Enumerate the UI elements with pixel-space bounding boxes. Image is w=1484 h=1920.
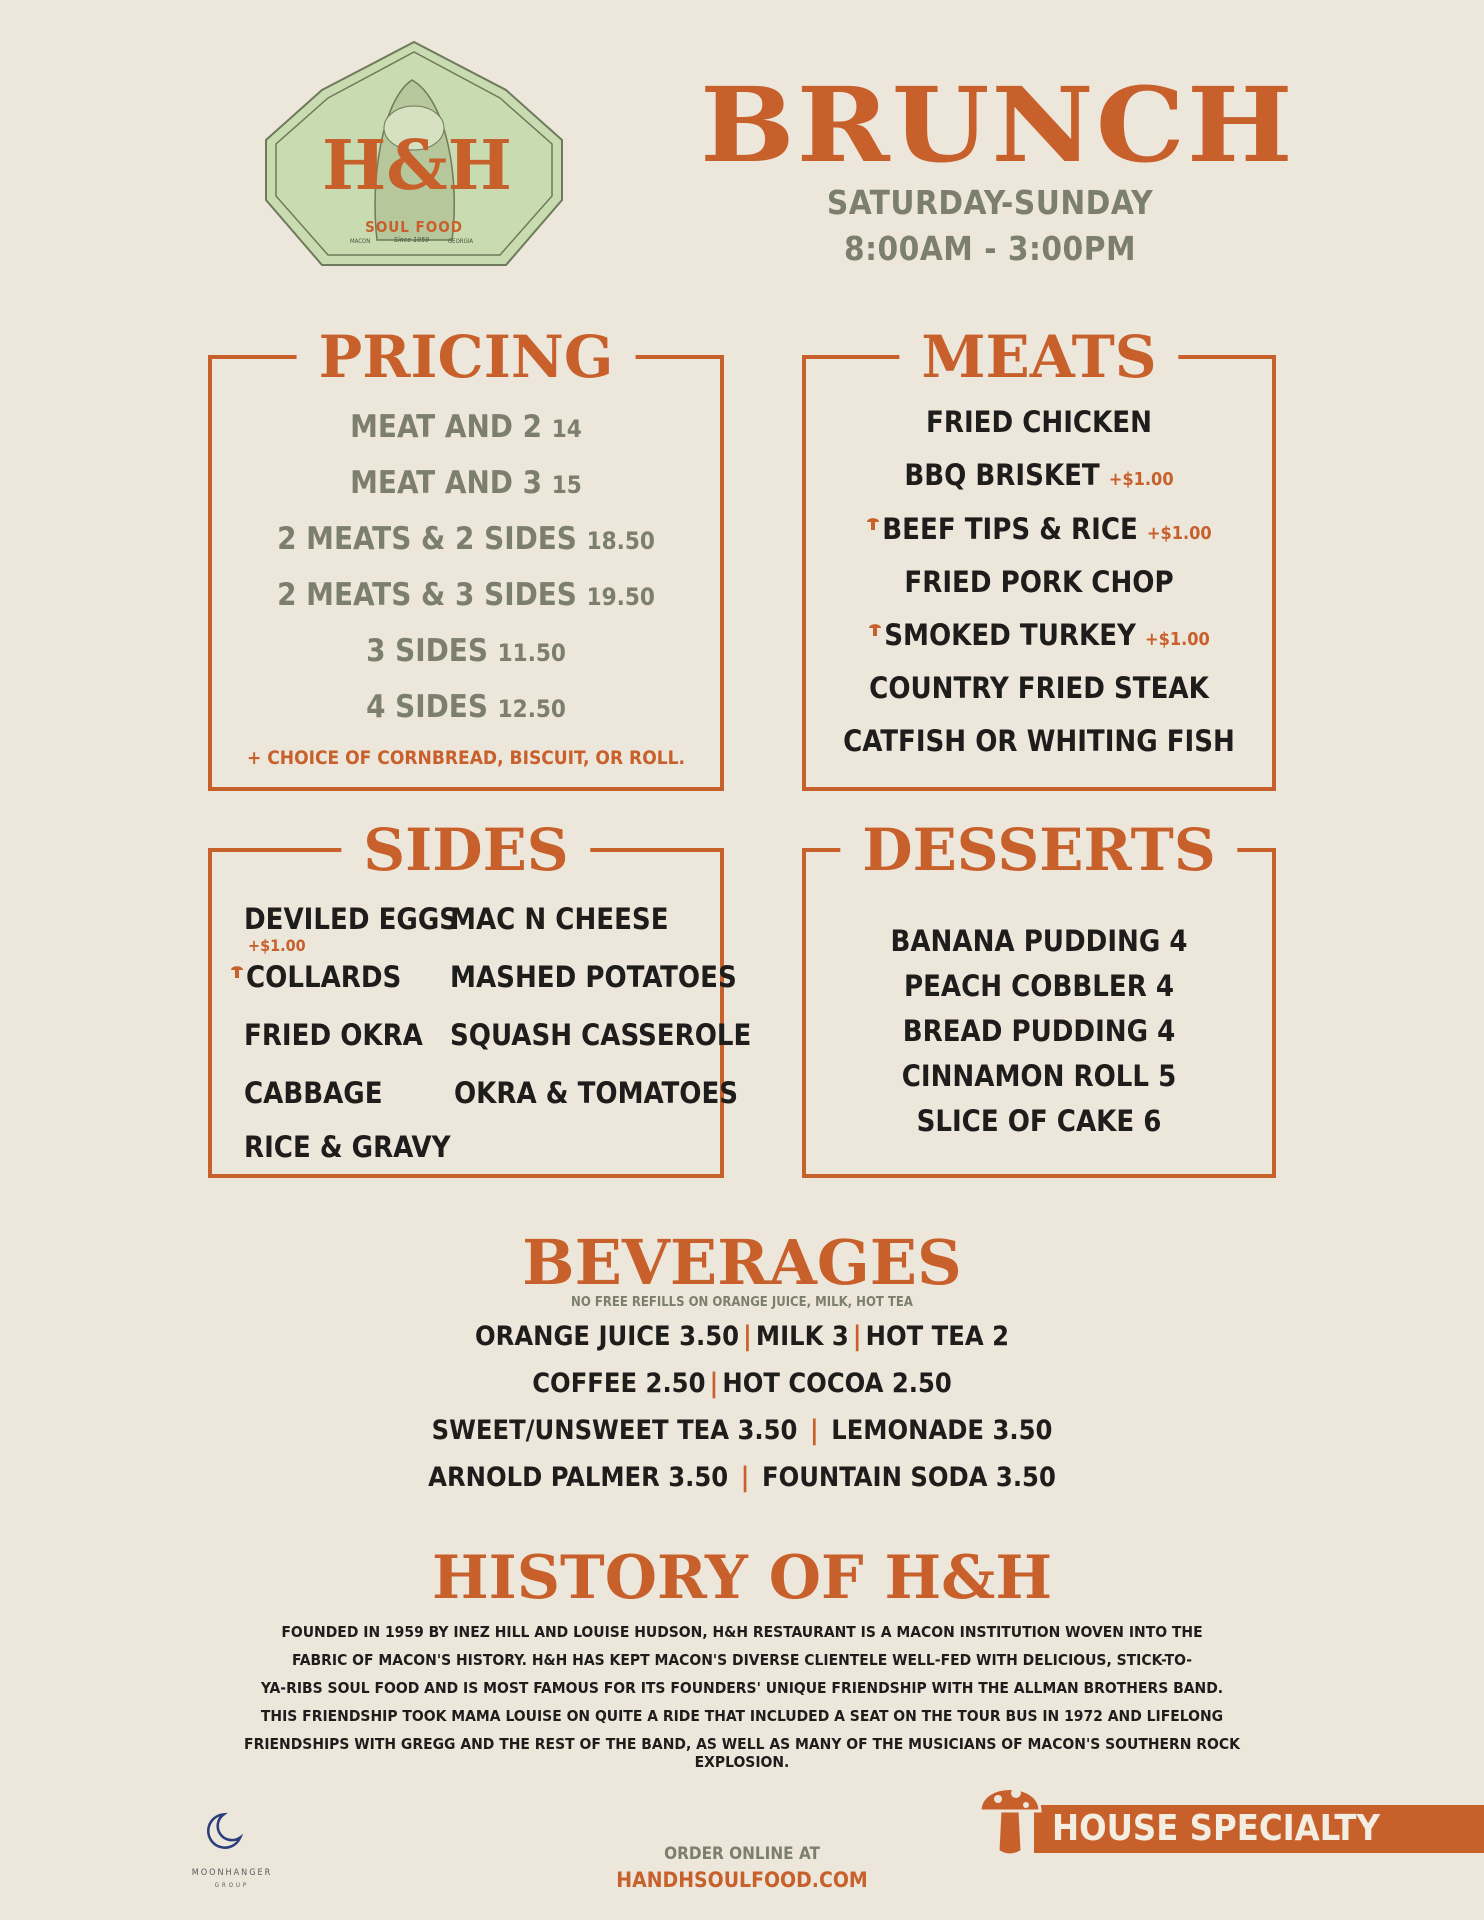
side-item: MASHED POTATOES — [450, 960, 737, 994]
desserts-title: DESSERTS — [840, 814, 1237, 887]
mushroom-icon — [866, 515, 880, 531]
dessert-item: BREAD PUDDING 4 — [902, 1014, 1176, 1048]
logo-since: Since 1959 — [394, 236, 430, 244]
history-line: THIS FRIENDSHIP TOOK MAMA LOUISE ON QUITE A RIDE THAT INCLUDED A SEAT ON THE TOUR BUS IN 1972 AND LIFELONG — [260, 1707, 1224, 1725]
pricing-item: MEAT AND 3 15 — [350, 465, 582, 501]
beverage-row: ARNOLD PALMER 3.50 | FOUNTAIN SODA 3.50 — [428, 1462, 1056, 1493]
logo-sub-text: SOUL FOOD — [365, 218, 463, 236]
order-online-label: ORDER ONLINE AT — [664, 1844, 820, 1864]
meat-item: FRIED CHICKEN — [926, 405, 1152, 439]
beverage-row: SWEET/UNSWEET TEA 3.50 | LEMONADE 3.50 — [431, 1415, 1053, 1446]
side-item: RICE & GRAVY — [244, 1130, 451, 1164]
history-line: YA-RIBS SOUL FOOD AND IS MOST FAMOUS FOR ITS FOUNDERS' UNIQUE FRIENDSHIP WITH THE ALLMAN BROTHERS BAND. — [260, 1679, 1224, 1697]
meat-item: FRIED PORK CHOP — [904, 565, 1174, 599]
logo-state: GEORGIA — [448, 238, 474, 245]
pricing-item: 2 MEATS & 2 SIDES 18.50 — [277, 521, 655, 557]
pricing-item: 2 MEATS & 3 SIDES 19.50 — [277, 577, 655, 613]
pricing-item: MEAT AND 2 14 — [350, 409, 582, 445]
meat-item: COUNTRY FRIED STEAK — [869, 671, 1209, 705]
dessert-item: PEACH COBBLER 4 — [903, 969, 1175, 1003]
house-specialty-label: HOUSE SPECIALTY — [1052, 1808, 1380, 1849]
side-item: SQUASH CASSEROLE — [450, 1018, 752, 1052]
meat-item: BEEF TIPS & RICE +$1.00 — [802, 512, 1276, 546]
pricing-note: + CHOICE OF CORNBREAD, BISCUIT, OR ROLL. — [246, 747, 686, 769]
meats-title: MEATS — [899, 321, 1178, 394]
history-title: HISTORY OF H&H — [431, 1543, 1053, 1613]
history-line: FRIENDSHIPS WITH GREGG AND THE REST OF THE BAND, AS WELL AS MANY OF THE MUSICIANS OF MACON'S SOUTHERN ROCK EXPLOSION. — [244, 1735, 1240, 1771]
side-item: MAC N CHEESE — [450, 902, 669, 936]
logo-main-text: H&H — [322, 126, 512, 206]
dessert-item: SLICE OF CAKE 6 — [916, 1104, 1162, 1138]
side-item: COLLARDS — [230, 960, 401, 994]
dessert-item: CINNAMON ROLL 5 — [901, 1059, 1177, 1093]
side-upcharge: +$1.00 — [248, 936, 306, 955]
mushroom-icon — [976, 1775, 1044, 1859]
moon-logo-icon — [198, 1808, 262, 1872]
pricing-section — [208, 323, 724, 791]
page-title: BRUNCH — [700, 65, 1295, 186]
meats-section — [802, 323, 1276, 791]
history-line: FOUNDED IN 1959 BY INEZ HILL AND LOUISE HUDSON, H&H RESTAURANT IS A MACON INSTITUTION WOVEN INTO THE — [281, 1623, 1203, 1641]
history-line: FABRIC OF MACON'S HISTORY. H&H HAS KEPT MACON'S DIVERSE CLIENTELE WELL-FED WITH DELICIOUS, STICK-TO- — [291, 1651, 1193, 1669]
desserts-section — [802, 816, 1276, 1178]
side-item: CABBAGE — [244, 1076, 383, 1110]
dessert-item: BANANA PUDDING 4 — [890, 924, 1188, 958]
order-online-link[interactable]: HANDHSOULFOOD.COM — [616, 1868, 868, 1892]
beverage-row: COFFEE 2.50 | HOT COCOA 2.50 — [532, 1368, 952, 1399]
pricing-item: 4 SIDES 12.50 — [366, 689, 566, 725]
mushroom-icon — [868, 621, 882, 637]
meat-item: SMOKED TURKEY +$1.00 — [802, 618, 1276, 652]
pricing-item: 3 SIDES 11.50 — [366, 633, 566, 669]
beverages-note: NO FREE REFILLS ON ORANGE JUICE, MILK, HOT TEA — [571, 1295, 913, 1310]
beverage-row: ORANGE JUICE 3.50 | MILK 3 | HOT TEA 2 — [474, 1321, 1009, 1352]
side-item: DEVILED EGGS — [244, 902, 459, 936]
meat-item: BBQ BRISKET +$1.00 — [904, 458, 1174, 492]
moonhanger-sub: GROUP — [214, 1882, 250, 1889]
brunch-hours: 8:00AM - 3:00PM — [843, 229, 1136, 268]
beverages-title: BEVERAGES — [522, 1226, 962, 1299]
meat-item: CATFISH OR WHITING FISH — [843, 724, 1235, 758]
moonhanger-brand: MOONHANGER — [191, 1868, 273, 1878]
hh-logo — [262, 40, 566, 280]
sides-section — [208, 816, 752, 1178]
side-item: OKRA & TOMATOES — [454, 1076, 739, 1110]
logo-city: MACON — [350, 238, 371, 245]
pricing-title: PRICING — [297, 321, 636, 394]
sides-title: SIDES — [341, 814, 590, 887]
side-item: FRIED OKRA — [244, 1018, 423, 1052]
mushroom-icon — [230, 963, 244, 979]
brunch-days: SATURDAY-SUNDAY — [826, 183, 1154, 222]
